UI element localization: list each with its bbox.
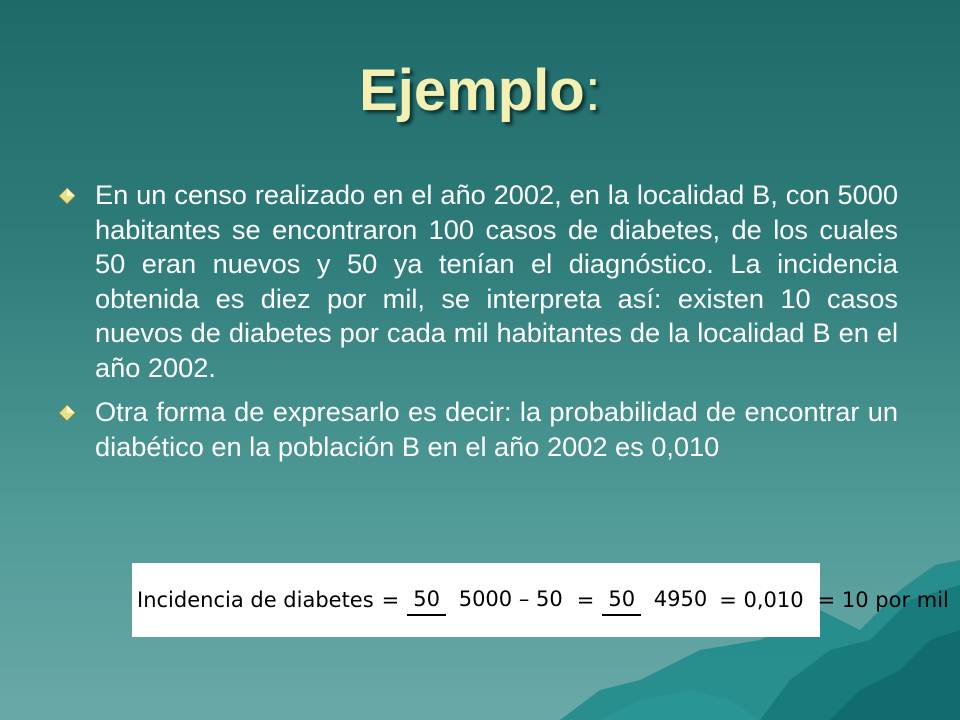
title-text: Ejemplo [359, 58, 585, 123]
bullet-text: Otra forma de expresarlo es decir: la probabilidad de encontrar un diabético en la población B en el año 2002 es 0,010 [95, 396, 898, 462]
bullet-item [58, 395, 898, 464]
fraction-one-denominator: 5000 – 50 [458, 587, 563, 611]
formula-label: Incidencia de diabetes [137, 588, 374, 612]
formula-equals: = [381, 588, 400, 612]
fraction-one-numerator: 50 [407, 587, 446, 616]
bullet-text: En un censo realizado en el año 2002, en la localidad B, con 5000 habitantes se encontraron 100 casos de diabetes, de los cuales 50 eran nuevos y 50 ya tenían el diagnóstico. La incidencia obtenida es diez por mil, se interpreta así: existen 10 casos nuevos de diabetes por cada mil habitantes de la localidad B en el año 2002. [95, 179, 898, 383]
formula-image [132, 563, 949, 637]
diamond-bullet-icon [58, 404, 76, 422]
diamond-bullet-icon [58, 187, 76, 205]
bullet-list [58, 178, 898, 474]
fraction-two-denominator: 4950 [653, 587, 708, 611]
formula-equals-two: = [576, 588, 595, 612]
fraction-two-numerator: 50 [602, 587, 641, 616]
formula-result-decimal: = 0,010 [719, 588, 804, 612]
fraction-two [602, 584, 713, 616]
slide-title [0, 56, 960, 126]
formula-result-per-mil: = 10 por mil [817, 588, 949, 612]
fraction-one [407, 584, 568, 616]
bullet-item [58, 178, 898, 385]
title-colon: : [584, 58, 601, 123]
